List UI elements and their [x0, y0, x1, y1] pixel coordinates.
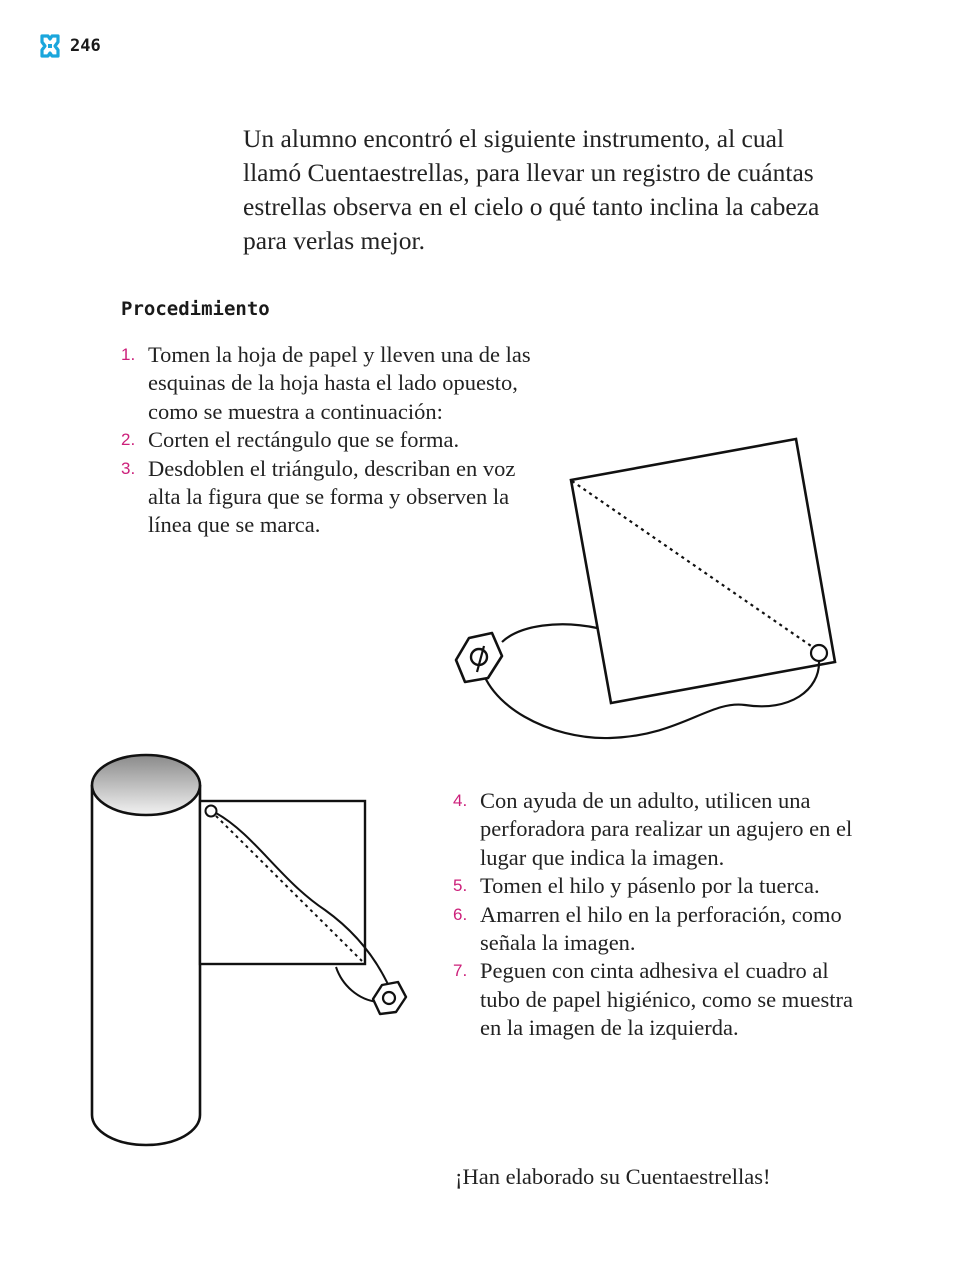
step-number: 7.	[453, 961, 468, 981]
step-text: Corten el rectángulo que se forma.	[148, 427, 460, 453]
step-item	[453, 957, 873, 1042]
step-text: Amarren el hilo en la perforación, como señala la imagen.	[480, 901, 842, 956]
step-text: Desdoblen el triángulo, describan en voz alta la figura que se forma y observen la línea que se marca.	[148, 455, 516, 538]
step-number: 4.	[453, 791, 468, 810]
page-header	[38, 32, 101, 60]
section-title: Procedimiento	[121, 298, 270, 320]
step-item	[121, 341, 541, 426]
step-text: Tomen el hilo y pásenlo por la tuerca.	[480, 873, 820, 899]
procedure-steps-part2	[453, 787, 873, 1043]
step-number: 1.	[121, 345, 136, 364]
tube-body	[92, 785, 200, 1145]
step-number: 2.	[121, 430, 136, 450]
step-number: 6.	[453, 904, 468, 924]
paper-square	[571, 439, 835, 703]
step-text: Peguen con cinta adhesiva el cuadro al tubo de papel higiénico, como se muestra en la imagen de la izquierda.	[480, 958, 854, 1041]
step-item	[453, 872, 873, 900]
nut-hole	[383, 992, 395, 1004]
step-item	[453, 901, 873, 958]
step-number: 5.	[453, 876, 468, 896]
step-number: 3.	[121, 458, 136, 478]
string-lower	[336, 967, 378, 1002]
folded-paper-figure	[440, 420, 860, 760]
closing-text: ¡Han elaborado su Cuentaestrellas!	[455, 1164, 771, 1189]
step-item	[453, 787, 873, 872]
intro-paragraph: Un alumno encontró el siguiente instrumento, al cual llamó Cuentaestrellas, para llevar un registro de cuántas estrellas observa en el cielo o qué tanto inclina la cabeza para verlas mejor.	[243, 124, 820, 255]
step-text: Tomen la hoja de papel y lleven una de las esquinas de la hoja hasta el lado opuesto, como se muestra a continuación:	[148, 342, 531, 424]
cuentaestrellas-figure	[80, 745, 420, 1155]
page-number: 246	[70, 36, 101, 56]
punched-hole	[206, 806, 217, 817]
quincunx-cross-icon	[38, 33, 62, 59]
step-text: Con ayuda de un adulto, utilicen una perforadora para realizar un agujero en el lugar que indica la imagen.	[480, 788, 853, 870]
tube-opening	[92, 755, 200, 815]
string-upper	[502, 624, 597, 642]
punched-hole	[811, 645, 827, 661]
